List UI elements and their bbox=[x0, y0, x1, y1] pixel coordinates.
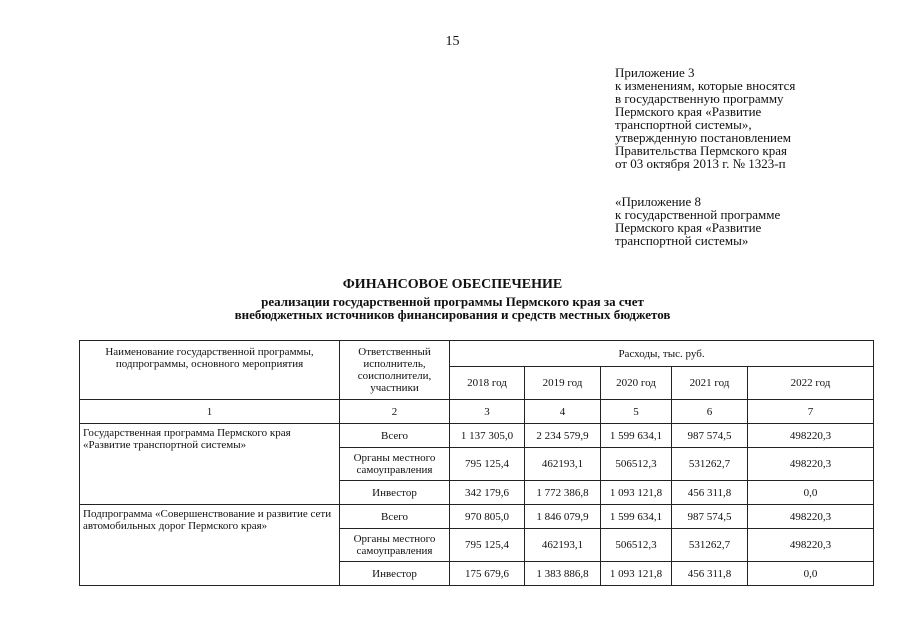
value-cell: 795 125,4 bbox=[450, 448, 525, 481]
value-cell: 987 574,5 bbox=[672, 424, 748, 448]
subprogram-name-cell: Подпрограмма «Совершенствование и развитие сети автомобильных дорог Пермского края» bbox=[80, 505, 340, 586]
column-number: 1 bbox=[80, 400, 340, 424]
value-cell: 462193,1 bbox=[525, 448, 601, 481]
appendix-8-line: «Приложение 8 bbox=[615, 194, 702, 209]
appendix-3-line: Правительства Пермского края bbox=[615, 143, 787, 158]
value-cell: 506512,3 bbox=[601, 529, 672, 562]
value-cell: 506512,3 bbox=[601, 448, 672, 481]
value-cell: 462193,1 bbox=[525, 529, 601, 562]
header-row-main bbox=[80, 341, 874, 367]
value-cell: 1 599 634,1 bbox=[601, 424, 672, 448]
value-cell: 795 125,4 bbox=[450, 529, 525, 562]
executor-cell: Органы местного самоуправления bbox=[340, 448, 450, 481]
appendix-3-line: Приложение 3 bbox=[615, 65, 695, 80]
value-cell: 498220,3 bbox=[748, 424, 874, 448]
subtitle-line-1: реализации государственной программы Пермского края за счет bbox=[261, 294, 644, 309]
appendix-8-line: транспортной системы» bbox=[615, 233, 749, 248]
header-executor-col: Ответственный исполнитель, соисполнители, участники bbox=[340, 341, 450, 400]
value-cell: 1 383 886,8 bbox=[525, 562, 601, 586]
executor-cell: Органы местного самоуправления bbox=[340, 529, 450, 562]
value-cell: 987 574,5 bbox=[672, 505, 748, 529]
value-cell: 531262,7 bbox=[672, 448, 748, 481]
value-cell: 2 234 579,9 bbox=[525, 424, 601, 448]
column-number: 7 bbox=[748, 400, 874, 424]
column-number: 6 bbox=[672, 400, 748, 424]
appendix-3-line: к изменениям, которые вносятся bbox=[615, 78, 796, 93]
appendix-8-line: Пермского края «Развитие bbox=[615, 220, 762, 235]
document-subtitle bbox=[0, 295, 905, 321]
header-name-col: Наименование государственной программы, подпрограммы, основного мероприятия bbox=[80, 341, 340, 400]
value-cell: 1 599 634,1 bbox=[601, 505, 672, 529]
executor-cell: Инвестор bbox=[340, 481, 450, 505]
page-number: 15 bbox=[445, 34, 460, 49]
value-cell: 1 137 305,0 bbox=[450, 424, 525, 448]
header-year: 2022 год bbox=[748, 367, 874, 400]
executor-cell: Инвестор bbox=[340, 562, 450, 586]
value-cell: 1 846 079,9 bbox=[525, 505, 601, 529]
value-cell: 175 679,6 bbox=[450, 562, 525, 586]
value-cell: 498220,3 bbox=[748, 505, 874, 529]
column-number: 2 bbox=[340, 400, 450, 424]
header-year: 2018 год bbox=[450, 367, 525, 400]
value-cell: 498220,3 bbox=[748, 448, 874, 481]
appendix-3-line: Пермского края «Развитие bbox=[615, 104, 762, 119]
column-number: 5 bbox=[601, 400, 672, 424]
executor-cell: Всего bbox=[340, 424, 450, 448]
value-cell: 456 311,8 bbox=[672, 481, 748, 505]
table-row bbox=[80, 505, 874, 529]
appendix-3-line: утвержденную постановлением bbox=[615, 130, 792, 145]
value-cell: 456 311,8 bbox=[672, 562, 748, 586]
appendix-3-line: от 03 октября 2013 г. № 1323-п bbox=[615, 156, 786, 171]
value-cell: 342 179,6 bbox=[450, 481, 525, 505]
value-cell: 498220,3 bbox=[748, 529, 874, 562]
table-row bbox=[80, 424, 874, 448]
appendix-3-line: в государственную программу bbox=[615, 91, 784, 106]
value-cell: 1 093 121,8 bbox=[601, 562, 672, 586]
program-name-cell: Государственная программа Пермского края «Развитие транспортной системы» bbox=[80, 424, 340, 505]
header-year: 2021 год bbox=[672, 367, 748, 400]
header-year: 2019 год bbox=[525, 367, 601, 400]
value-cell: 1 093 121,8 bbox=[601, 481, 672, 505]
value-cell: 0,0 bbox=[748, 481, 874, 505]
value-cell: 970 805,0 bbox=[450, 505, 525, 529]
column-numbers-row bbox=[80, 400, 874, 424]
appendix-8-line: к государственной программе bbox=[615, 207, 781, 222]
appendix-3-block bbox=[615, 66, 795, 170]
header-year: 2020 год bbox=[601, 367, 672, 400]
header-expenses: Расходы, тыс. руб. bbox=[450, 341, 874, 367]
column-number: 3 bbox=[450, 400, 525, 424]
column-number: 4 bbox=[525, 400, 601, 424]
financing-table bbox=[79, 340, 874, 586]
executor-cell: Всего bbox=[340, 505, 450, 529]
document-title: ФИНАНСОВОЕ ОБЕСПЕЧЕНИЕ bbox=[342, 277, 563, 292]
appendix-8-block bbox=[615, 195, 780, 247]
value-cell: 0,0 bbox=[748, 562, 874, 586]
appendix-3-line: транспортной системы», bbox=[615, 117, 752, 132]
value-cell: 1 772 386,8 bbox=[525, 481, 601, 505]
value-cell: 531262,7 bbox=[672, 529, 748, 562]
subtitle-line-2: внебюджетных источников финансирования и средств местных бюджетов bbox=[234, 307, 671, 322]
